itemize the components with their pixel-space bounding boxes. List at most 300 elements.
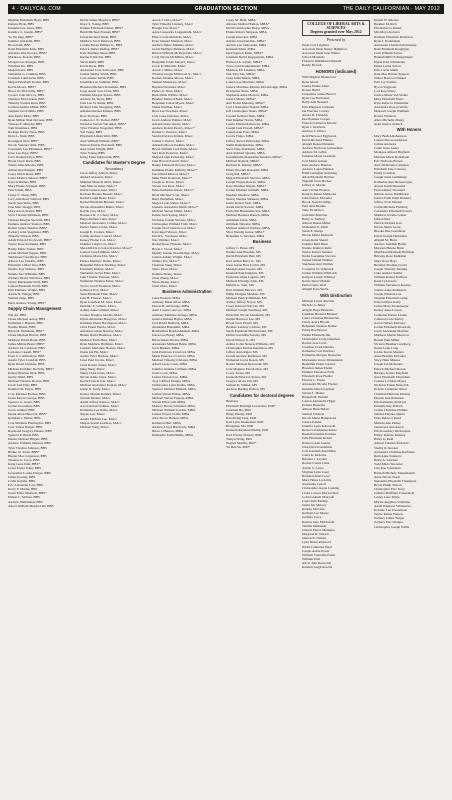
list-item: Melanie Marie Bohrmann (374, 154, 410, 159)
list-item: Aaron J. Miller, MAcc (152, 67, 183, 72)
list-item: Meredith De la Garza Rancier, MAcc* (80, 246, 133, 251)
list-item: Elia Rebecca Rieder (374, 26, 402, 31)
list-item: Abigail M. Hurst (374, 237, 398, 242)
list-item: Drew S. Young, BBS (80, 22, 109, 27)
list-item: Mary Elizabeth Weirs (374, 96, 404, 101)
list-item: Mary Helen Ludwick (302, 478, 332, 483)
name-list (226, 399, 298, 449)
list-item: Corey Torres, MS (226, 370, 251, 375)
header-right: THE DAILY CALIFORNIAN · MAY 2012 (342, 6, 440, 12)
list-item: Taylor Robert Sanders (302, 249, 333, 254)
list-item: David L. Voorhees, MAcc (152, 234, 188, 239)
list-item: Jonathan Clark Daniels (302, 345, 334, 350)
list-item: Michael Alexander Collins, MAcc (80, 221, 127, 226)
list-item: Dylan Alexander Hargrove, MAcc (80, 316, 127, 321)
list-item: Damion Andrew Stanton, BBS (8, 221, 50, 226)
list-item: Alex McKenzie Campion (374, 162, 409, 167)
list-item: Tom Nakamura, BBS (8, 126, 38, 131)
list-item: Allison Renee Miller (302, 220, 331, 225)
list-item: Kevin Francis Jost, MAcc (80, 379, 116, 384)
list-item: Jesse Lee Pope, BBS* (8, 151, 39, 155)
list-item: Michael William Gordon, MBA (152, 408, 196, 413)
list-item: Blaine David Hembree, MAcc (80, 333, 122, 338)
list-item: Danielle Ray Pollack (374, 404, 403, 409)
college-subtitle: Degrees granted over May 2012 (310, 30, 362, 35)
list-item: Nathaniel Lucas Rosen, MS (226, 358, 265, 363)
header-left: 4 · DAILYCAL.COM (12, 6, 61, 12)
list-item: Sarah Jean Sides, BBS (8, 200, 39, 205)
list-item: Stephen Shedlow, MBA (226, 192, 259, 197)
list-item: Amanda Moore Perkins, MAcc (152, 142, 195, 147)
list-item: Ramirez M. Ferrer, BBS (8, 387, 42, 392)
list-item: Hugo Zhuhan Chen, MAcc (80, 217, 117, 222)
list-item: Parker Matthew Drake, MAcc (80, 258, 122, 263)
list-item: Trevor Jacob Freeman, MAcc (80, 283, 121, 288)
list-item: Haley Jo Reid (374, 437, 394, 442)
list-item: Mike Ward Roebuck, MAcc* (152, 175, 192, 180)
list-item: Rachel Rose Wheeler, MAcc (152, 242, 192, 247)
list-item: Kieran P. Ritchie, BBS (80, 55, 112, 60)
list-item: Lauren Ashley Wright, MAcc (152, 254, 193, 259)
list-item: Arthur Coble Nelson-Williams, MS (226, 341, 275, 346)
list-item: Brandt Paul Miller (374, 337, 400, 342)
section-heading: With Distinction (320, 292, 352, 298)
list-item: Michael Patrick Milliken, MS (226, 295, 267, 300)
section-heading: With Honors (396, 127, 422, 133)
list-item: Kristen Leshaune Olson (374, 387, 407, 392)
list-item: Christopher Aaron Lusking (302, 486, 340, 491)
list-item: Margaret R. Nelson (302, 532, 329, 537)
list-item: Hunter Mac Jorgenson, BBS (8, 453, 47, 458)
list-item: Gideon Pierce Mulligan (302, 527, 335, 532)
list-item: Austin Tyler Crandall, BBS (8, 358, 46, 363)
list-item: Ruth Elizabeth Roughgen (374, 47, 410, 52)
list-item: Kari Frazier Slattery, PhD (226, 432, 262, 437)
list-item: Scott Burkett, MBA (152, 345, 180, 350)
list-item: Cooper John McCoy, BBS (8, 92, 45, 97)
list-item: Jeff Christopher Neuls, MBA* (226, 109, 268, 114)
list-item: Bruce W. McCarthy, BBS* (8, 88, 45, 93)
list-item: Brian J. Hanson, MBA (152, 428, 184, 433)
list-item: Spencer Michael Emmett, MBA (152, 387, 196, 392)
list-item: Bryan Scott Ezzell, MS (226, 320, 259, 325)
list-item: Conner Douglas Gindes, MAcc (80, 312, 123, 317)
list-item: Hannah Mills Schlageninger (374, 55, 413, 60)
list-item: Elsie Rebecca Read (374, 416, 401, 421)
list-item: Abigail Kate Wolfe (302, 287, 329, 292)
list-item: Jian Zhang Tang, PhD (226, 415, 257, 420)
list-item: Chelsea Morgan Spowitz, BBS (8, 217, 51, 222)
list-item: Cornelius W. Whitesell (302, 266, 334, 271)
list-item: Andrew Robert Pearcy, MAcc* (152, 126, 195, 131)
column-1 (8, 18, 76, 796)
list-item: Barrence R. T. Chery, MAcc (80, 212, 119, 217)
list-item: Pamela Hyde, BBS (8, 22, 35, 27)
list-item: Yiran Zhang, MAcc (152, 279, 180, 284)
list-item: Jessie N. Kelly, MAcc (80, 387, 111, 392)
list-item: Carey M. Held, MBA (226, 18, 256, 22)
list-item: Shuqi Clark Jones, MAcc (80, 370, 115, 375)
list-item: Madison Faith Hess, MAcc (80, 337, 118, 342)
list-item: Laurie Elizabeth Parsons, MBA (226, 121, 270, 126)
list-item: Jianhua Zhang, MAcc (152, 271, 183, 276)
list-item: Ella Katherine Peterson (374, 399, 407, 404)
list-item: Chase Michael Arnay, BBS (8, 316, 46, 321)
list-item: John Patterson Crawford, MBA (152, 349, 196, 354)
list-item: Walter Harwood Sikkel (374, 76, 406, 81)
list-item: Rena Aliotti (302, 79, 319, 84)
list-item: Colden Bryan Phillips Jr., BBS (80, 42, 123, 47)
list-item: Anna Cassandra Luggenbuhl, MAcc (152, 30, 202, 35)
list-item: Steven Elliot Gill, MBA (152, 399, 186, 404)
list-item: Neeraj Sharma Shokeen, MBA (226, 196, 269, 201)
list-item: Colleen Andrea Miller, BBS (8, 105, 47, 110)
list-item: Elizabeth Jane Connors (374, 167, 407, 172)
list-item: Cameron Fox, MAcc (80, 287, 109, 292)
list-item: Samuel Zapp, BBS (8, 296, 35, 301)
list-item: Michael Ramcik, MBA* (226, 159, 260, 164)
list-item: Rachael Brooke Bassett, MAcc (80, 192, 123, 197)
list-item: Lauren Lee Martinez, MBA (226, 80, 265, 85)
list-item: Samantha Elizabeth Thompson (374, 478, 417, 483)
list-item: Monique Allison Brigham (374, 150, 410, 155)
list-item: Joseph Aaron Porter (302, 548, 330, 553)
list-item: Hamood A. Lalani, MBA* (226, 59, 263, 64)
list-item: Lauren Alexandra Higgs (302, 399, 336, 404)
list-item: Nicole Adele Jones, MAcc (80, 374, 117, 379)
list-item: Heidi Michael Noland, BBS* (80, 30, 121, 35)
list-item: Ryan J. Dobbertz (302, 125, 326, 130)
page-header (8, 4, 444, 14)
list-item: Ella Rosemary Richardson (374, 428, 411, 433)
list-item: Jarrad Richard Nunn, BBS (80, 34, 117, 39)
list-item: Chen Zhao, MAcc (152, 284, 178, 288)
list-item: Bandarmari Bondarokhaiali, MBA (152, 329, 200, 334)
list-item: Anthony Matthew Artiaga, MBA (152, 312, 198, 317)
list-item: David Nelson Jr., MS (226, 337, 256, 342)
list-item: Yan Wang, BBS (80, 130, 103, 135)
list-item: Jennifer Beth Hurn (302, 241, 328, 246)
list-item: Samantha G. Lahman, BBS (8, 72, 46, 77)
list-item: David Richard Emmet (302, 137, 333, 142)
list-item: Edward Ryne Kelty (374, 300, 401, 305)
list-item: Aaron J. Lilly, MAcc* (152, 18, 183, 22)
list-item: Kyle Schlather, BBS (8, 180, 37, 185)
list-item: Jessica Mears, MBA* (226, 96, 256, 101)
list-item: Katie Lyn Keefe (374, 279, 397, 284)
list-item: Jane Marr Skaggs, BBS (8, 205, 41, 210)
list-item: Jasen Persson, MBA (152, 295, 181, 300)
list-item: Katherine Lee Kulla, MAcc (80, 408, 118, 413)
list-item: Jacobs Fraijo, MBA (226, 134, 254, 139)
list-item: Kathryn Elizabeth Robinson (374, 34, 413, 39)
list-item: Kameron Hart, MBA (152, 420, 181, 425)
list-item: Theresa E. Murphy, BBS (8, 121, 43, 126)
list-item: Claire Carson MacLachlan (302, 490, 339, 495)
list-item: Evan Samuel Marmon, MAcc (152, 38, 193, 43)
list-item: Bryan Jacob Rack, BBS (8, 159, 41, 164)
list-item: Cameron J. N. Tucker, BBS* (80, 117, 120, 122)
list-item: Alexandra Nicolle Fischer (302, 382, 338, 387)
list-item: Michael Ashford Wallace, MBA (226, 225, 270, 230)
list-item: Benjamin S. Zawisza, MBA (226, 234, 265, 239)
list-item: Steven Jon Ross, MAcc (152, 184, 185, 189)
list-item: Christopher Eric Tracy (374, 487, 406, 492)
list-item: Jacob Andrew Palmer, MAcc (152, 117, 192, 122)
list-item: Joseph Timothy Jenning (374, 266, 407, 271)
list-item: Nicholas Steven Van Allen, BBS* (80, 121, 127, 126)
list-item: Talia M. Mazzo (302, 208, 324, 213)
list-item: Emily Rae Brewer (302, 328, 328, 333)
list-item: Troy Clifford Dengis, MBA (152, 379, 191, 384)
list-item: Joseph E. Cramer, MAcc (80, 229, 115, 234)
list-item: Jeffrey Steven Pilkowski, MBA (226, 138, 270, 143)
list-item: Allison Thomas Richards (374, 441, 409, 446)
list-item: Virginia Elizabeth Lemp (374, 295, 408, 300)
name-columns (8, 18, 444, 796)
list-item: Taylor Rose Stoldaski, BBS (8, 242, 47, 247)
list-item: Ann Cecilia Hodson (302, 187, 330, 192)
list-item: Benjamin Josiah Myers, MAcc (152, 101, 195, 106)
list-item: Seth Marcus Amer, MAcc* (80, 183, 118, 188)
list-item: Bailey Marie Tasker, BBS (8, 246, 44, 251)
list-item: Stephanie Ann Weimer (302, 262, 334, 267)
list-item: Emily Coleman (374, 171, 396, 176)
college-box (302, 20, 370, 36)
list-item: Justin Ian Mercey (302, 502, 327, 507)
list-item: Christopher Joseph Willis (374, 524, 410, 529)
list-item: Elizabeth Lillian Weir, BBS (80, 134, 118, 139)
list-item: Saed Vijay Prabhakar, MBA (226, 146, 265, 151)
list-item: Joseph Jesús Cummings (374, 175, 407, 180)
list-item: Adam Emerson Villanueva (374, 503, 411, 508)
list-item: Elise Corrin Marshall, MAcc (152, 34, 192, 39)
list-item: Andrew M. Caldwell, BBS (8, 345, 45, 350)
list-item: Eric Alexander Leir, BBS (8, 482, 43, 487)
list-item: Cameron Cole Mabry (374, 316, 404, 321)
column-2 (80, 18, 148, 796)
list-item: Rachael R. Renner, MBA* (226, 163, 263, 168)
list-item: Kyle Rebecca Wissmiller (374, 101, 409, 106)
list-item: Heather M. Rich (374, 22, 397, 27)
name-list (302, 299, 370, 569)
list-item: Sumit Ramchandran, MBA (226, 142, 264, 147)
list-item: Stavish Khatiri, MAcc (80, 395, 111, 400)
list-item: Kristiyana Nolte, MBA (226, 88, 258, 93)
list-item: Jennifer Ann Kim, BBS (8, 38, 41, 43)
list-item: Jared Robert James, MAcc (80, 362, 117, 367)
list-item: Gabrielle Marrone (302, 212, 328, 217)
list-item: Nicole Marie Gerig (374, 225, 401, 230)
list-item: Hannah Kristina Krampe (302, 432, 337, 437)
list-item: Elizabeth Richter, MAcc (80, 266, 114, 271)
list-item: Jason Lee Brady, MBA (152, 333, 184, 338)
list-item: Tyler Young, BBS (80, 151, 105, 155)
list-item: Allison Lee Venable, BBS (8, 259, 44, 264)
presented-heading: Presented by (326, 38, 346, 43)
list-item: Gregory Alvin Vill, MS (226, 379, 259, 384)
section-heading: Candidates for doctoral degrees (229, 392, 295, 398)
list-item: Sarah E. Rengo (302, 229, 324, 234)
list-item: Amanda Rachel Tamara, BBS (80, 109, 121, 114)
list-item: Casey Marie Reed, BBS (8, 171, 42, 176)
list-item: Hannah M. Handel (302, 394, 328, 399)
list-item: Carina Christine Phillips (374, 408, 408, 413)
list-item: Derek Allen Hancock, BBS* (8, 412, 48, 417)
list-item: Hannah Michele Tannenbaum (374, 470, 415, 475)
list-item: Callie Kojima, BBS (8, 478, 36, 483)
list-item: Joseph A. Rowe, MAcc (152, 180, 185, 185)
list-item: Tianyu Wang, PhD (226, 436, 252, 441)
list-item: Emma Elizabeth Jim (302, 332, 331, 337)
list-item: Alex Robbert Quades, MBA (226, 151, 265, 155)
list-item: Hongtu Liu, MAcc* (152, 26, 180, 31)
list-item: Kendall Leigh Rotella (302, 565, 333, 570)
list-item: Brianna Louisa Mayfield (374, 370, 409, 375)
list-item: Joseph Noel Underwood, MAcc (152, 225, 196, 230)
list-item: Michael Timothy Christen, MBA (152, 358, 198, 363)
column-4 (226, 18, 298, 796)
name-list (80, 18, 148, 159)
list-item: Natalie Kathryn Reitz (302, 245, 332, 250)
list-item: Megan Kurz, BBS (8, 67, 34, 72)
list-item: Timothy Patrick Ross, BBS (8, 101, 46, 106)
list-item: Hayden Nevinski, MAcc (152, 84, 186, 89)
list-item: Raymond Gregory Hauser, BBS (8, 428, 52, 433)
list-item: Todd Maris Shroeder (374, 462, 403, 467)
list-item: Eleanor L. Flynn (302, 378, 326, 383)
list-item: Tyler Timothy Lindsey, MAcc (152, 22, 194, 27)
list-item: Andrew Nicholas Gennerman (302, 146, 343, 151)
list-item: Brandon James Enslin (302, 365, 333, 370)
list-item: Jordan Grossman, BBS (8, 404, 40, 409)
list-item: Rebecca Katherine Kerns (302, 428, 337, 433)
list-item: Allison Grace Dumbleton (374, 192, 410, 197)
list-item: Parker James Crider, MAcc (80, 225, 118, 230)
list-item: Andrew M. Gibbs (302, 150, 327, 155)
list-item: Alexander Michael Busle, MBA (152, 341, 197, 346)
list-item: Sarah Elizabeth Michalowski, MS (226, 329, 273, 334)
list-item: Alicia Tam Reynolds (302, 561, 331, 566)
list-item: Nagesh Murthy, PhD* (226, 440, 257, 445)
list-item: Andrew William Johnson, BBS (8, 441, 51, 446)
list-item: Alfonso Molina Homan, MBA* (226, 22, 270, 27)
list-item: Andrew Logan Hansen (302, 166, 334, 171)
list-item: Joshua Dorian Cox, MBA (152, 374, 188, 379)
list-item: Julianna Marie Gresham (302, 154, 336, 159)
name-list (226, 246, 298, 391)
list-item: Alexandra Rowan Wolfe (374, 105, 408, 110)
list-item: Alecia D. Chickley (302, 112, 329, 117)
list-item: Maria Francesca Carrera, MBA (152, 354, 195, 359)
list-item: Associate Dean Jane Waller (302, 50, 340, 55)
list-item: Danielle Lee Jones, BBS (8, 26, 42, 31)
list-item: School Marshals (302, 55, 325, 60)
list-item: Laura Kim Medley (302, 498, 328, 503)
list-item: Alyssa Keith Desaulter (374, 183, 406, 188)
list-item: Wendell Scott Hecker (302, 179, 332, 184)
list-item: Adam Edward Stockwell, BBS* (8, 238, 52, 243)
list-item: Lucianne Cassell, BBS* (8, 349, 42, 354)
list-item: Nathan Elizabeth Nisbet, BBS* (80, 26, 123, 31)
section-heading: Candidates for Master's Degree (82, 160, 146, 166)
list-item: Alexandra Lydolf (302, 482, 327, 487)
list-item: Emmett Theodore Feitz (302, 369, 335, 374)
list-item: Samuel Johnson (302, 411, 325, 416)
list-item: Brooke Dee Grandison (374, 229, 406, 234)
list-item: Jorge Angel Soto Ortiz, BBS (80, 88, 120, 93)
list-item: Kaylin Coe, MAcc (80, 208, 106, 213)
list-item: Brendan Thomas Jacobs (374, 262, 408, 267)
list-item: Maxwell Joseph Weilham (374, 109, 410, 114)
list-item: Wei An, BBS (8, 312, 27, 317)
list-item: Michael Lewis Allerton (302, 299, 335, 304)
list-item: Alex Pierce Hanner, MBA (152, 416, 189, 421)
list-item: Lauren Elizabeth Wolff, BBS (8, 284, 48, 288)
list-item: Dallas Gwendiln Stanley, MS (226, 333, 267, 338)
list-item: Michael Yang, MAcc (80, 424, 110, 429)
list-item: Justin Robert Stoll, MBA (226, 200, 261, 205)
name-list (302, 43, 370, 68)
list-item: Aaron Nelsen Maloney (374, 320, 406, 325)
subsection-heading: Accountancy (104, 167, 124, 172)
list-item: Natalie Baxter, BBS (8, 325, 36, 330)
list-item: Wei-Ting Lin, MBA* (226, 72, 256, 77)
list-item: Leah William Saylor (374, 51, 403, 56)
list-item: Robert James Steidler, BBS* (8, 225, 48, 230)
list-item: Jonathan Bernard Brenner (302, 311, 338, 316)
list-item: Megan Elizabeth Koehn, BBS (8, 80, 50, 85)
list-item: Greg Allen Mares, MBA (226, 76, 260, 81)
list-item: Erin Margaret Callanan (302, 104, 334, 109)
list-item: Abdulsaid Baltahmir, MBA (152, 325, 190, 330)
list-item: Josedal Gebbert Neib, MBA (226, 113, 265, 118)
list-item: Randy Bowell (302, 63, 322, 68)
list-item: Brian James Brown, MBA (152, 337, 189, 342)
list-item: Ashley Jeffrey Noyes, MS (226, 300, 262, 305)
list-item: Rachel C. Pearson, MAcc (152, 130, 188, 135)
list-item: Albert Lucas Cook, MBA (152, 362, 188, 367)
list-item: Andrew Lloyd Hardwick, MBA (152, 424, 196, 429)
list-item: Cori Marie Jeanne (302, 158, 328, 163)
list-item: Cindy Avery Bloom (302, 320, 330, 325)
name-list (302, 75, 370, 291)
list-item: Ryan Matthew Hoffman, MAcc (80, 341, 124, 346)
list-item: Melissa Ann Parker (374, 420, 401, 425)
list-item: Kathleen Elena Harrington, MAcc (80, 320, 127, 325)
list-item: Christopher Wilfield Trull, MAcc (152, 221, 198, 226)
list-item: Nathaniel Thomas Fetter, MAcc (80, 279, 124, 284)
list-item: Ryan Milton Neel Nevarez, BBS (8, 117, 53, 122)
list-item: Byron Vaggione (374, 84, 397, 89)
list-item: Natalie Ann Bawden, MS (226, 250, 261, 255)
section-heading: Business (252, 239, 272, 245)
list-item: Erin Carrie Smith (374, 67, 399, 72)
list-item: Sharon R. Nestler (302, 536, 327, 541)
college-title: COLLEGE OF LIBERAL ARTS & SCIENCES (307, 22, 365, 31)
list-item: Lisa Rae Schurman (374, 466, 401, 471)
list-item: Elizabeth Rose Fiedler (302, 374, 333, 379)
list-item: Yu Han Yu, PhD* (226, 445, 251, 450)
list-item: Kenneth Raymond Philip, PhD (226, 428, 269, 433)
list-item: Lauren Moore Anderson (374, 138, 408, 143)
list-item: Alexandra Christine Rothman (374, 449, 415, 454)
list-item: Joseph Ian McKenna (374, 362, 403, 367)
list-item: Maryssa Helene Hunt (374, 246, 404, 251)
list-item: Cara Janette Smith, BBS (80, 76, 114, 81)
list-item: Trace Lynn Krukenmeier, MBA (226, 63, 270, 68)
list-item: Chase Michael Bolton, BBS (8, 333, 47, 338)
